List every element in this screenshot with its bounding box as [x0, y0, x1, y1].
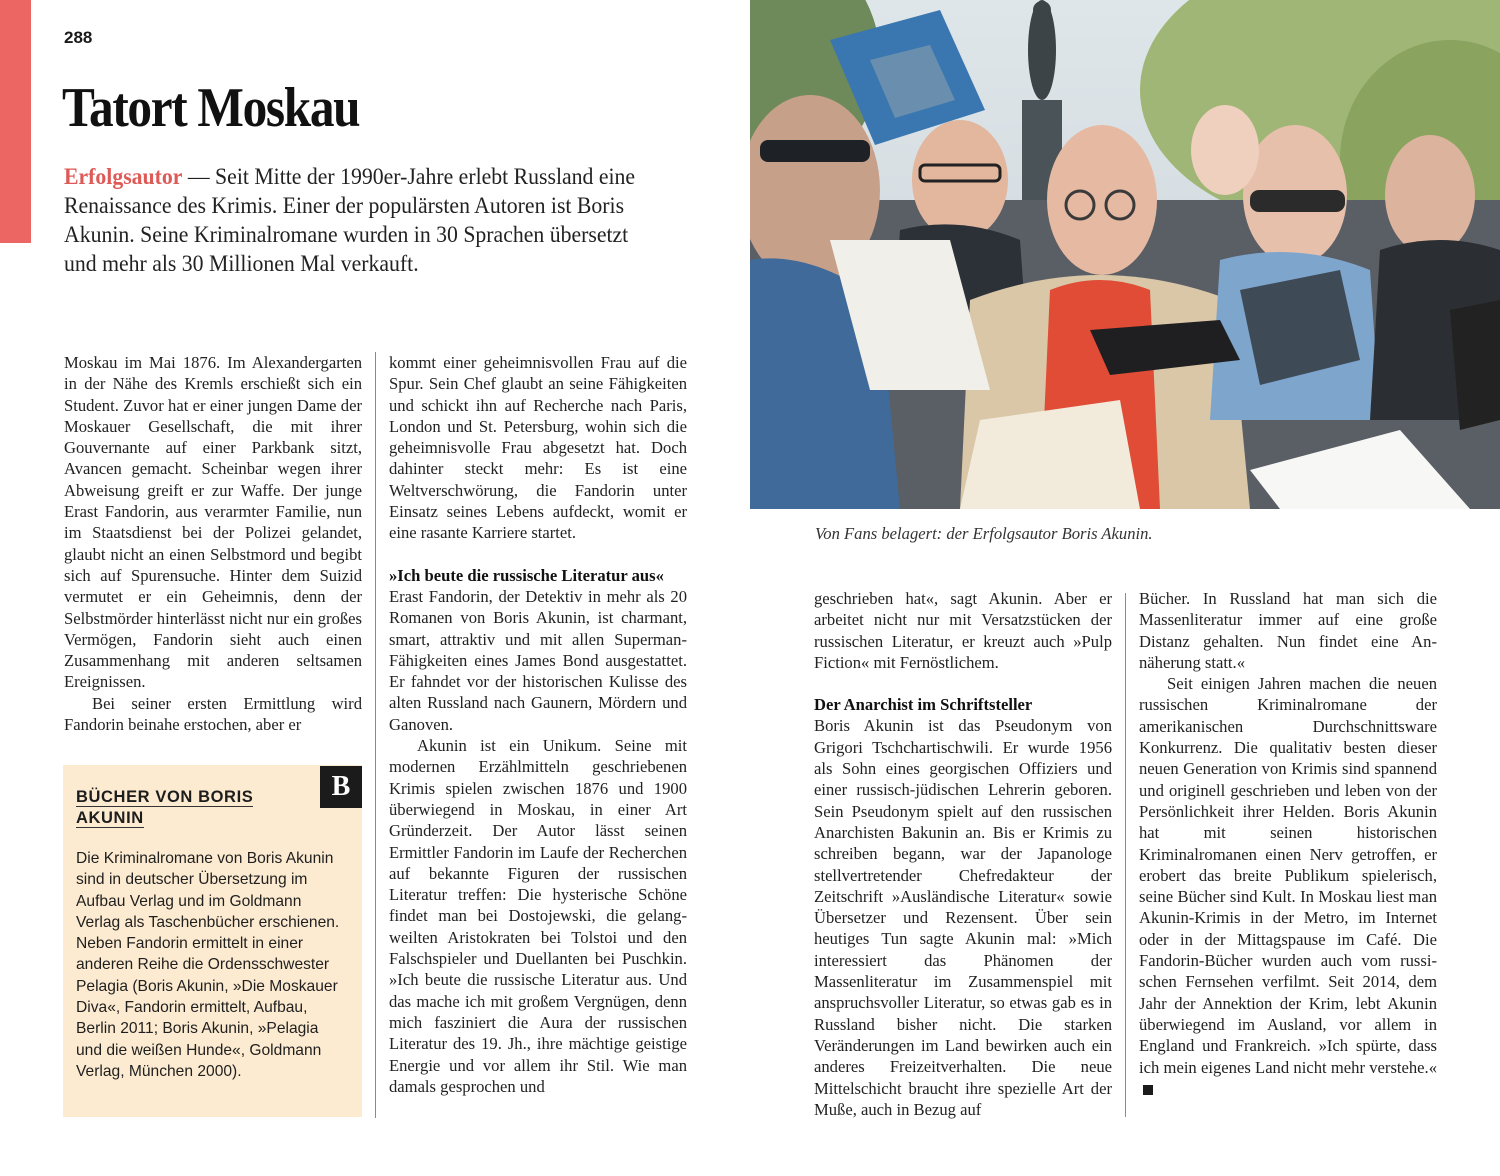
- paragraph: Bei seiner ersten Ermittlung wird Fandorin beinahe erstochen, aber er: [64, 693, 362, 735]
- paragraph: Erast Fandorin, der Detektiv in mehr als 20 Romanen von Boris Akunin, ist charmant, smart, attraktiv und mit allen Superman-Fähigkeiten eines James Bond ausgestattet. Er fahndet vor der historischen Kulisse des alten Russland nach Gaunern, Mördern und Ganoven.: [389, 586, 687, 734]
- paragraph: Boris Akunin ist das Pseudonym von Grigori Tschchartischwili. Er wurde 1956 als Sohn eines georgischen Offiziers und einer russisch-jüdischen Lehrerin geboren. Sein Pseudonym spielt auf den russischen Anarchisten Bakunin an. Bis er Krimis zu schreiben begann, war der Japanologe stellvertretender Chefredakteur der Zeitschrift »Ausländische Literatur« sowie Übersetzer und Rezensent. Über sein heutiges Tun sagte Akunin mal: »Mich interessiert das Phänomen der Massenliteratur im Zusammenspiel mit anspruchsvoller Literatur, so etwas gab es in Russland bisher nicht. Die starken Veränderungen im Land bewirken auch ein anderes Freizeitverhalten. Die neue Mittelschicht braucht ihre spezielle Art der Muße, auch in Bezug auf: [814, 716, 1112, 1119]
- paragraph: Seit einigen Jahren machen die neuen russischen Kriminalromane der amerikanischen Durchschnittsware Konkurrenz. Die qualitativ besten dieser neuen Generation von Krimis sind spannend und originell geschrieben und leben von der Persönlichkeit ihrer Helden. Boris Akunin hat mit seinen historischen Kriminalromanen einen Nerv getroffen, er erobert das breite Publikum spielerisch, seine Bücher sind Kult. In Moskau liest man Akunin-Krimis in der Metro, im Internet oder in der Mittagspause im Café. Die Fandorin-Bücher wurden auch vom russischen Fernsehen verfilmt. Seit 2014, dem Jahr der Annektion der Krim, lebt Akunin überwiegend im Ausland, vor allem in England und Frankreich. »Ich spürte, dass ich mein eigenes Land nicht mehr verstehe.«: [1139, 673, 1437, 1099]
- sidebar-box-books: [63, 765, 362, 1117]
- column-divider: [375, 352, 376, 1118]
- crowd-photo-illustration: [750, 0, 1500, 509]
- article-lead: [64, 163, 659, 279]
- paragraph: Akunin ist ein Unikum. Seine mit modernen Erzählmitteln geschriebenen Krimis spielen zwischen 1876 und 1900 überwiegend in Moskau, in einer Art Gründerzeit. Der Autor lässt seinen Ermittler Fandorin im Laufe der Recherchen auf bekannte Figuren der russischen Literatur treffen: Die hysterische Schöne findet man bei Dostojewski, die gelangweilten Aristokraten bei Tolstoi und den Falschspieler und Duellanten bei Puschkin. »Ich beute die russische Literatur aus. Und das mache ich mit großem Vergnügen, denn mich fasziniert die Aura der russischen Literatur des 19. Jh., ihre mächtige geistige Energie und vor allem ihr Stil. Wie man damals gesprochen und: [389, 736, 687, 1096]
- text-column-4: [1139, 588, 1437, 1099]
- text-column-3: [814, 588, 1112, 1120]
- text-column-1: [64, 352, 362, 735]
- sidebar-heading: BÜCHER VON BORIS AKUNIN: [76, 788, 254, 827]
- text-column-2: [389, 352, 687, 1097]
- subheading: »Ich beute die russische Literatur aus«: [389, 565, 664, 585]
- author-photo: [750, 0, 1500, 509]
- lead-kicker: Erfolgsautor: [64, 164, 183, 190]
- page-number: 288: [64, 28, 93, 47]
- article-title: Tatort Moskau: [62, 77, 360, 139]
- column-divider: [1125, 593, 1126, 1117]
- paragraph: geschrieben hat«, sagt Akunin. Aber er arbeitet nicht nur mit Versatzstücken der russischen Literatur, er kreuzt auch »Pulp Fiction« mit Fernöstlichem.: [814, 589, 1112, 672]
- paragraph: kommt einer geheimnisvollen Frau auf die Spur. Sein Chef glaubt an seine Fähigkeiten und schickt ihn auf Recherche nach Paris, London und St. Petersburg, wohin sich die geheimnisvolle Frau abgesetzt hat. Doch dahinter steckt mehr: Es ist eine Weltverschwörung, die Fandorin unter Einsatz seines Lebens aufdeckt, womit er eine rasante Karriere startet.: [389, 353, 687, 543]
- sidebar-badge: B: [320, 766, 362, 808]
- photo-caption: Von Fans belagert: der Erfolgsautor Boris Akunin.: [815, 524, 1153, 543]
- paragraph: Moskau im Mai 1876. Im Alexandergarten in der Nähe des Kremls erschießt sich ein Student. Zuvor hat er einer jungen Dame der Moskauer Gesellschaft, die mit ihrer Gouvernante auf einer Parkbank sitzt, Avancen gemacht. Scheinbar wegen ihrer Abweisung greift er zur Waffe. Der junge Erast Fandorin, aus verarmter Familie, nun im Staatsdienst bei der Polizei gelandet, glaubt nicht an einen Selbstmord und begibt sich auf Spurensuche. Hinter dem Suizid vermutet er ein Geheimnis, denn der Selbstmörder hinterlässt nicht nur ein großes Vermögen, Fandorin sieht auch einen Zusammenhang mit anderen seltsamen Ereignissen.: [64, 353, 362, 692]
- paragraph: Bücher. In Russland hat man sich die Massenliteratur immer auf eine große Distanz gehalten. Nun findet eine Annäherung statt.«: [1139, 589, 1437, 672]
- subheading: Der Anarchist im Schriftsteller: [814, 695, 1033, 715]
- sidebar-text: Die Kriminalromane von Boris Akunin sind in deutscher Übersetzung im Aufbau Verlag und im Goldmann Verlag als Taschenbücher erschienen. Neben Fandorin ermittelt in einer anderen Reihe die Ordensschwester Pelagia (Boris Akunin, »Die Moskauer Diva«, Fandorin ermittelt, Aufbau, Berlin 2011; Boris Akunin, »Pelagia und die weißen Hunde«, Goldmann Verlag, München 2000).: [76, 850, 340, 1080]
- chapter-color-tab: [0, 0, 31, 243]
- end-of-article-square-icon: [1143, 1085, 1153, 1095]
- lead-text: — Seit Mitte der 1990er-Jahre erlebt Russland eine Renaissance des Krimis. Einer der populärsten Autoren ist Boris Akunin. Seine Kriminalromane wurden in 30 Sprachen übersetzt und mehr als 30 Millionen Mal verkauft.: [64, 164, 636, 277]
